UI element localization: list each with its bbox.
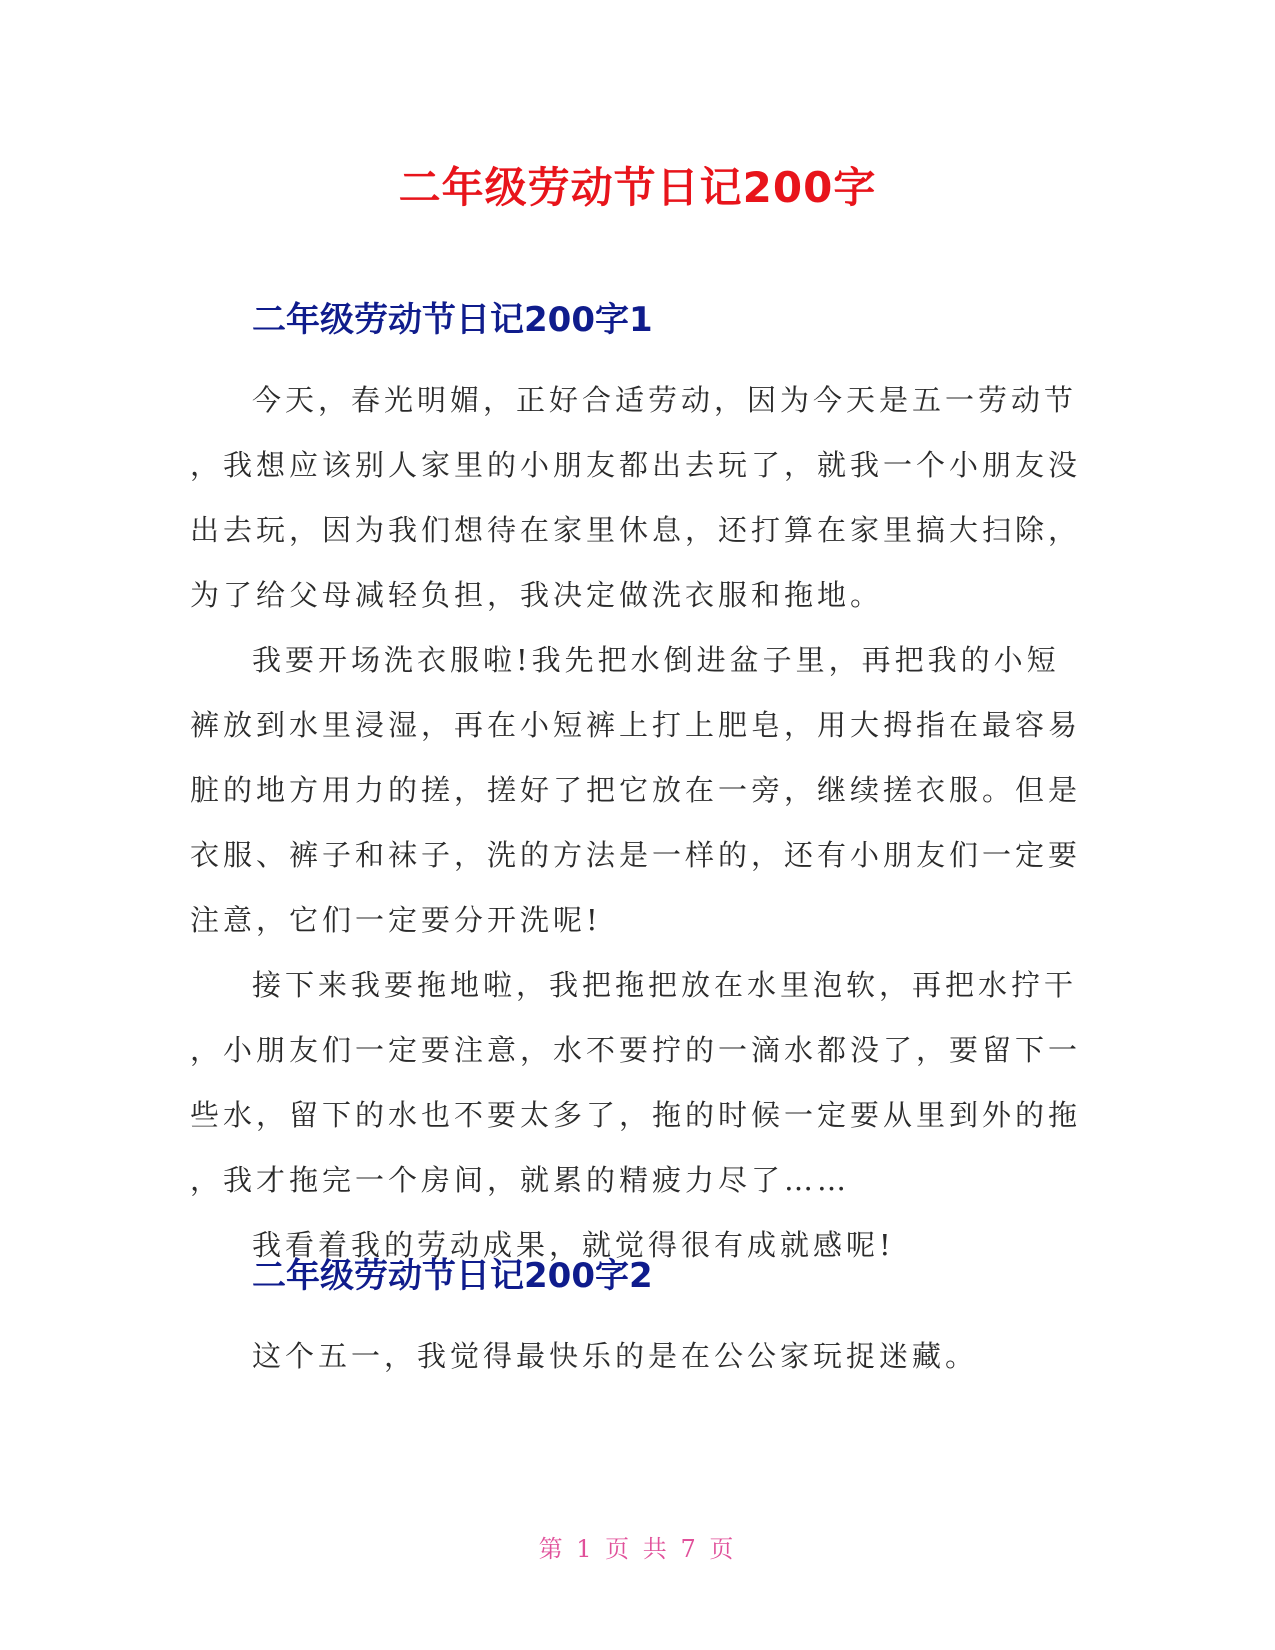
text-line: 裤放到水里浸湿，再在小短裤上打上肥皂，用大拇指在最容易: [190, 708, 1082, 742]
paragraph: [190, 628, 1090, 953]
text-line: ，我才拖完一个房间，就累的精疲力尽了……: [190, 1163, 851, 1197]
page-number-footer: 第 1 页 共 7 页: [538, 1535, 737, 1563]
text-line: 我看着我的劳动成果，就觉得很有成就感呢!: [252, 1228, 895, 1262]
text-line: 注意，它们一定要分开洗呢!: [190, 903, 602, 937]
text-line: 衣服、裤子和袜子，洗的方法是一样的，还有小朋友们一定要: [190, 838, 1082, 872]
section-2-body: [190, 1324, 1090, 1389]
text-line: 脏的地方用力的搓，搓好了把它放在一旁，继续搓衣服。但是: [190, 773, 1082, 807]
text-line: 出去玩，因为我们想待在家里休息，还打算在家里搞大扫除，: [190, 513, 1082, 547]
text-line: ，小朋友们一定要注意，水不要拧的一滴水都没了，要留下一: [190, 1033, 1082, 1067]
section-heading-1: 二年级劳动节日记200字1: [252, 300, 653, 340]
section-1-body: [190, 368, 1090, 1278]
text-line: 这个五一，我觉得最快乐的是在公公家玩捉迷藏。: [252, 1339, 979, 1373]
text-line: 我要开场洗衣服啦!我先把水倒进盆子里，再把我的小短: [252, 643, 1060, 677]
paragraph: [190, 953, 1090, 1213]
text-line: 些水，留下的水也不要太多了，拖的时候一定要从里到外的拖: [190, 1098, 1082, 1132]
text-line: 为了给父母减轻负担，我决定做洗衣服和拖地。: [190, 578, 884, 612]
paragraph: [190, 368, 1090, 628]
text-line: 接下来我要拖地啦，我把拖把放在水里泡软，再把水拧干: [252, 968, 1078, 1002]
section-heading-2: 二年级劳动节日记200字2: [252, 1256, 653, 1296]
paragraph: [190, 1324, 1090, 1389]
text-line: ，我想应该别人家里的小朋友都出去玩了，就我一个小朋友没: [190, 448, 1082, 482]
text-line: 今天，春光明媚，正好合适劳动，因为今天是五一劳动节: [252, 383, 1078, 417]
document-title: 二年级劳动节日记200字: [398, 163, 877, 212]
